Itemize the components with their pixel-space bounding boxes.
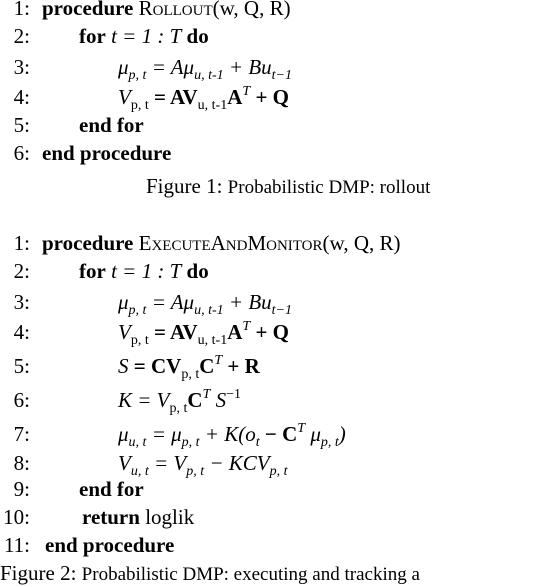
line-number: 1:: [13, 231, 30, 255]
endfor-keyword: end for: [79, 113, 144, 137]
endprocedure-keyword: end procedure: [42, 141, 172, 165]
return-keyword: return: [82, 505, 140, 529]
procedure-keyword: procedure: [42, 231, 134, 255]
for-keyword: for: [79, 259, 106, 283]
line-number: 11:: [3, 533, 30, 557]
endfor-keyword: end for: [79, 477, 144, 501]
caption-text: Probabilistic DMP: executing and tracking a: [81, 564, 420, 585]
endprocedure-keyword: end procedure: [45, 533, 175, 557]
equation: $\mu_{p, t} = A\mu_{u, t-1} + Bu_{t-1}$: [118, 55, 293, 83]
equation: $\mu_{p, t} = A\mu_{u, t-1} + Bu_{t-1}$: [118, 290, 293, 318]
line-number: 7:: [13, 422, 30, 446]
line-number: 6:: [13, 388, 30, 412]
line-number: 5:: [13, 113, 30, 137]
line-number: 9:: [13, 477, 30, 501]
return-value: loglik: [145, 505, 195, 529]
procedure-args: (w, Q, R): [322, 231, 401, 255]
line-number: 6:: [13, 141, 30, 165]
line-number: 10:: [3, 505, 30, 529]
for-range: t = 1 : T: [111, 24, 182, 48]
do-keyword: do: [186, 259, 209, 283]
procedure-name: ExecuteAndMonitor: [138, 231, 323, 255]
equation: $K = V_{p, t}C^T$ $S^{-1}$: [118, 387, 242, 416]
equation: $S = CV_{p, t}C^T + R$: [118, 353, 260, 382]
caption-text: Probabilistic DMP: rollout: [227, 177, 431, 198]
line-number: 3:: [13, 290, 30, 314]
line-number: 4:: [13, 85, 30, 109]
equation: $\mu_{u, t} = \mu_{p, t} + K(o_t - C^T$ $\mu_{p, t}$): [118, 421, 346, 450]
line-number: 1:: [13, 0, 30, 20]
equation: $V_{p, t} = AV_{u, t-1}A^T + Q$: [118, 319, 289, 348]
for-keyword: for: [79, 24, 106, 48]
equation: $V_{p, t} = AV_{u, t-1}A^T + Q$: [118, 84, 289, 113]
line-number: 8:: [13, 451, 30, 475]
do-keyword: do: [186, 24, 209, 48]
figure-caption: [0, 561, 420, 587]
caption-label: Figure 1:: [146, 174, 223, 198]
line-number: 5:: [13, 354, 30, 378]
for-range: t = 1 : T: [111, 259, 182, 283]
line-number: 2:: [13, 259, 30, 283]
figure-caption: [146, 174, 430, 200]
equation: $V_{u, t} = V_{p, t} - KCV_{p, t}$: [118, 451, 288, 479]
procedure-args: (w, Q, R): [212, 0, 291, 20]
line-number: 4:: [13, 320, 30, 344]
procedure-name: Rollout: [138, 0, 213, 20]
line-number: 3:: [13, 55, 30, 79]
caption-label: Figure 2:: [0, 561, 77, 585]
procedure-keyword: procedure: [42, 0, 134, 20]
line-number: 2:: [13, 24, 30, 48]
